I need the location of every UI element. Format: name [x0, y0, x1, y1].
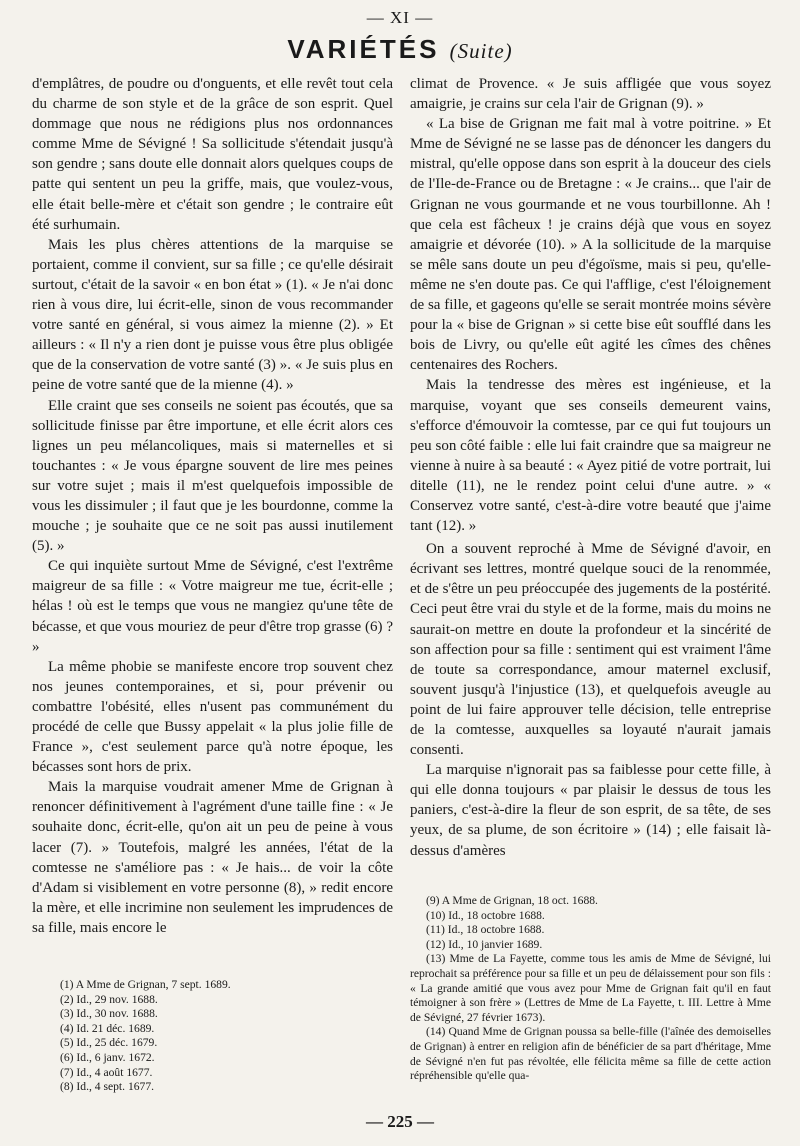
paragraph: d'emplâtres, de poudre ou d'onguents, et elle revêt tout cela du charme de son style et de la grâce de son esprit. Quel dommage que nous ne rédigions plus nos ordonnances comme Mme de Sévigné ! Sa sollicitude s'étendait jusqu'à son gendre ; sans doute elle donnait alors quelques coups de patte qui sentent un peu la griffe, mais, que voulez-vous, elle était belle-mère et c'était son gendre ; le contraire eût été surhumain.	[32, 76, 393, 233]
footnote: (12) Id., 10 janvier 1689.	[426, 937, 543, 951]
paragraph: Mais la tendresse des mères est ingénieuse, et la marquise, voyant que ses conseils demeurent vains, s'efforce d'émouvoir la comtesse, par ce qui fut toujours un peu son côté faible : elle lui fait craindre que sa maigreur ne vienne à nuire à sa beauté : « Ayez pitié de votre portrait, lui ditelle (11), ne le rendez point celui d'une autre. » « Conservez votre santé, c'est-à-dire votre beauté que j'aime tant (12). »	[410, 377, 771, 535]
paragraph: « La bise de Grignan me fait mal à votre poitrine. » Et Mme de Sévigné ne se lasse pas de dénoncer les dangers du mistral, qu'elle oppose dans son esprit à la douceur des ciels de l'Ile-de-France ou de Bretagne : « Je crains... que l'air de Grignan ne vous gourmande et ne vous tourbillonne. Ah ! que cela est fâcheux ! je crains déjà que vous en soyez amaigrie et dévorée (10). » A la sollicitude de la marquise se mêle sans doute un peu d'égoïsme, mais si peu, qu'elle-même ne s'en doute pas. Ce qui l'afflige, c'est l'éloignement de sa fille, et gageons qu'elle se serait montrée moins sévère pour la « bise de Grignan » si cette bise eût soufflé dans les bois de Livry, ou qu'elle eût agité les cîmes des chênes centenaires des Rochers.	[410, 116, 771, 374]
paragraph: climat de Provence. « Je suis affligée que vous soyez amaigrie, je crains sur cela l'air de Grignan (9). »	[410, 76, 771, 113]
title-main: VARIÉTÉS	[287, 34, 440, 64]
footnotes-left	[60, 978, 360, 1095]
left-column	[32, 74, 393, 938]
footnote: (5) Id., 25 déc. 1679.	[60, 1036, 158, 1050]
paragraph: Mais les plus chères attentions de la marquise se portaient, comme il convient, sur sa fille ; ce qu'elle désirait surtout, c'était de la savoir « en bon état » (1). « Je n'ai donc rien à vous dire, lui écrit-elle, sinon de vous recommander votre santé en général, si vous aimez la mienne (2). » Et ailleurs : « Il n'y a rien dont je puisse vous être plus obligée que de la conservation de votre santé (3) ». « Je suis plus en peine de votre santé que de la mienne (4). »	[32, 236, 393, 394]
footnote: (2) Id., 29 nov. 1688.	[60, 992, 158, 1006]
paragraph: La marquise n'ignorait pas sa faiblesse pour cette fille, à qui elle donna toujours « par plaisir le dessus de tous les paniers, c'est-à-dire la fleur de son esprit, de sa tête, de ses yeux, de sa plume, de son écritoire » (14) ; elle faisait là-dessus d'amères	[410, 762, 771, 859]
footnote: (14) Quand Mme de Grignan poussa sa belle-fille (l'aînée des demoiselles de Grignan) à entrer en religion afin de bénéficier de sa part d'héritage, Mme de Sévigné n'en fut pas révoltée, elle félicita même sa fille de cette action répréhensible qu'elle qua-	[410, 1025, 771, 1083]
footnote: (6) Id., 6 janv. 1672.	[60, 1050, 155, 1064]
footnote: (11) Id., 18 octobre 1688.	[426, 923, 545, 937]
footnote: (8) Id., 4 sept. 1677.	[60, 1080, 155, 1094]
paragraph: Mais la marquise voudrait amener Mme de Grignan à renoncer définitivement à l'agrément d'une taille fine : « Je souhaite donc, écrit-elle, qu'on ait un peu de peine à vous lacer (7). » Toutefois, malgré les années, l'état de la comtesse ne s'améliore pas : « Je hais... de voir la côte d'Adam si visiblement en votre personne (8), » redit encore la mère, et elle incrimine non seulement les imprudences de sa fille, mais encore le	[32, 779, 393, 936]
footnote: (7) Id., 4 août 1677.	[60, 1065, 153, 1079]
footnote: (13) Mme de La Fayette, comme tous les amis de Mme de Sévigné, lui reprochait sa préférence pour sa fille et un peu de délaissement pour son fils : « La grande amitié que vous avez pour Mme de Grignan fait qu'il en faut témoigner à son frère » (Lettres de Mme de La Fayette, t. III. Lettre à Mme de Sévigné, 27 février 1673).	[410, 952, 771, 1024]
footnote: (3) Id., 30 nov. 1688.	[60, 1007, 158, 1021]
page-roman-numeral: — XI —	[366, 8, 434, 27]
paragraph: Elle craint que ses conseils ne soient pas écoutés, que sa sollicitude finisse par être importune, et elle écrit alors ces lignes un peu mélancoliques, mais si maternelles et si touchantes : « Je vous épargne souvent de lire mes peines sur votre sujet ; mais il m'est quelquefois impossible de vous les dissimuler ; il faut que je les bourdonne, comme la mouche ; je souhaite que ce ne soit pas aussi inutilement (5). »	[32, 397, 393, 555]
footnote: (1) A Mme de Grignan, 7 sept. 1689.	[60, 978, 231, 991]
footnote: (9) A Mme de Grignan, 18 oct. 1688.	[426, 894, 598, 907]
footnotes-right	[410, 894, 771, 1084]
title-suffix: (Suite)	[449, 39, 513, 63]
page-title	[0, 34, 800, 65]
footnote: (4) Id. 21 déc. 1689.	[60, 1021, 155, 1035]
right-column	[410, 74, 771, 861]
paragraph: Ce qui inquiète surtout Mme de Sévigné, c'est l'extrême maigreur de sa fille : « Votre maigreur me tue, écrit-elle ; hélas ! où est le temps que vous ne mangiez qu'une tête de bécasse, et que vous mouriez de peur d'être trop grasse (6) ? »	[32, 558, 393, 655]
page-number: — 225 —	[366, 1112, 434, 1131]
paragraph: On a souvent reproché à Mme de Sévigné d'avoir, en écrivant ses lettres, montré quelque souci de la renommée, et de s'être un peu préoccupée des jugements de la postérité. Ceci peut être vrai du style et de la forme, mais du moins ne saurait-on mettre en doute la profondeur et la sincérité de son affection pour sa fille : sentiment qui est vraiment l'âme de toute sa correspondance, amour maternel exclusif, souvent jusqu'à l'injustice (13), et quelquefois aveugle au point de lui faire approuver telle décision, telle entreprise de la comtesse, auxquelles sa loyauté n'aurait jamais consenti.	[410, 541, 771, 759]
paragraph: La même phobie se manifeste encore trop souvent chez nos jeunes contemporaines, et si, pour prévenir ou combattre l'obésité, elles n'usent pas communément du procédé de celle que Bussy appelait « la plus jolie fille de France », c'est seulement parce qu'à notre époque, les bécasses sont hors de prix.	[32, 658, 393, 776]
footnote: (10) Id., 18 octobre 1688.	[426, 908, 545, 922]
